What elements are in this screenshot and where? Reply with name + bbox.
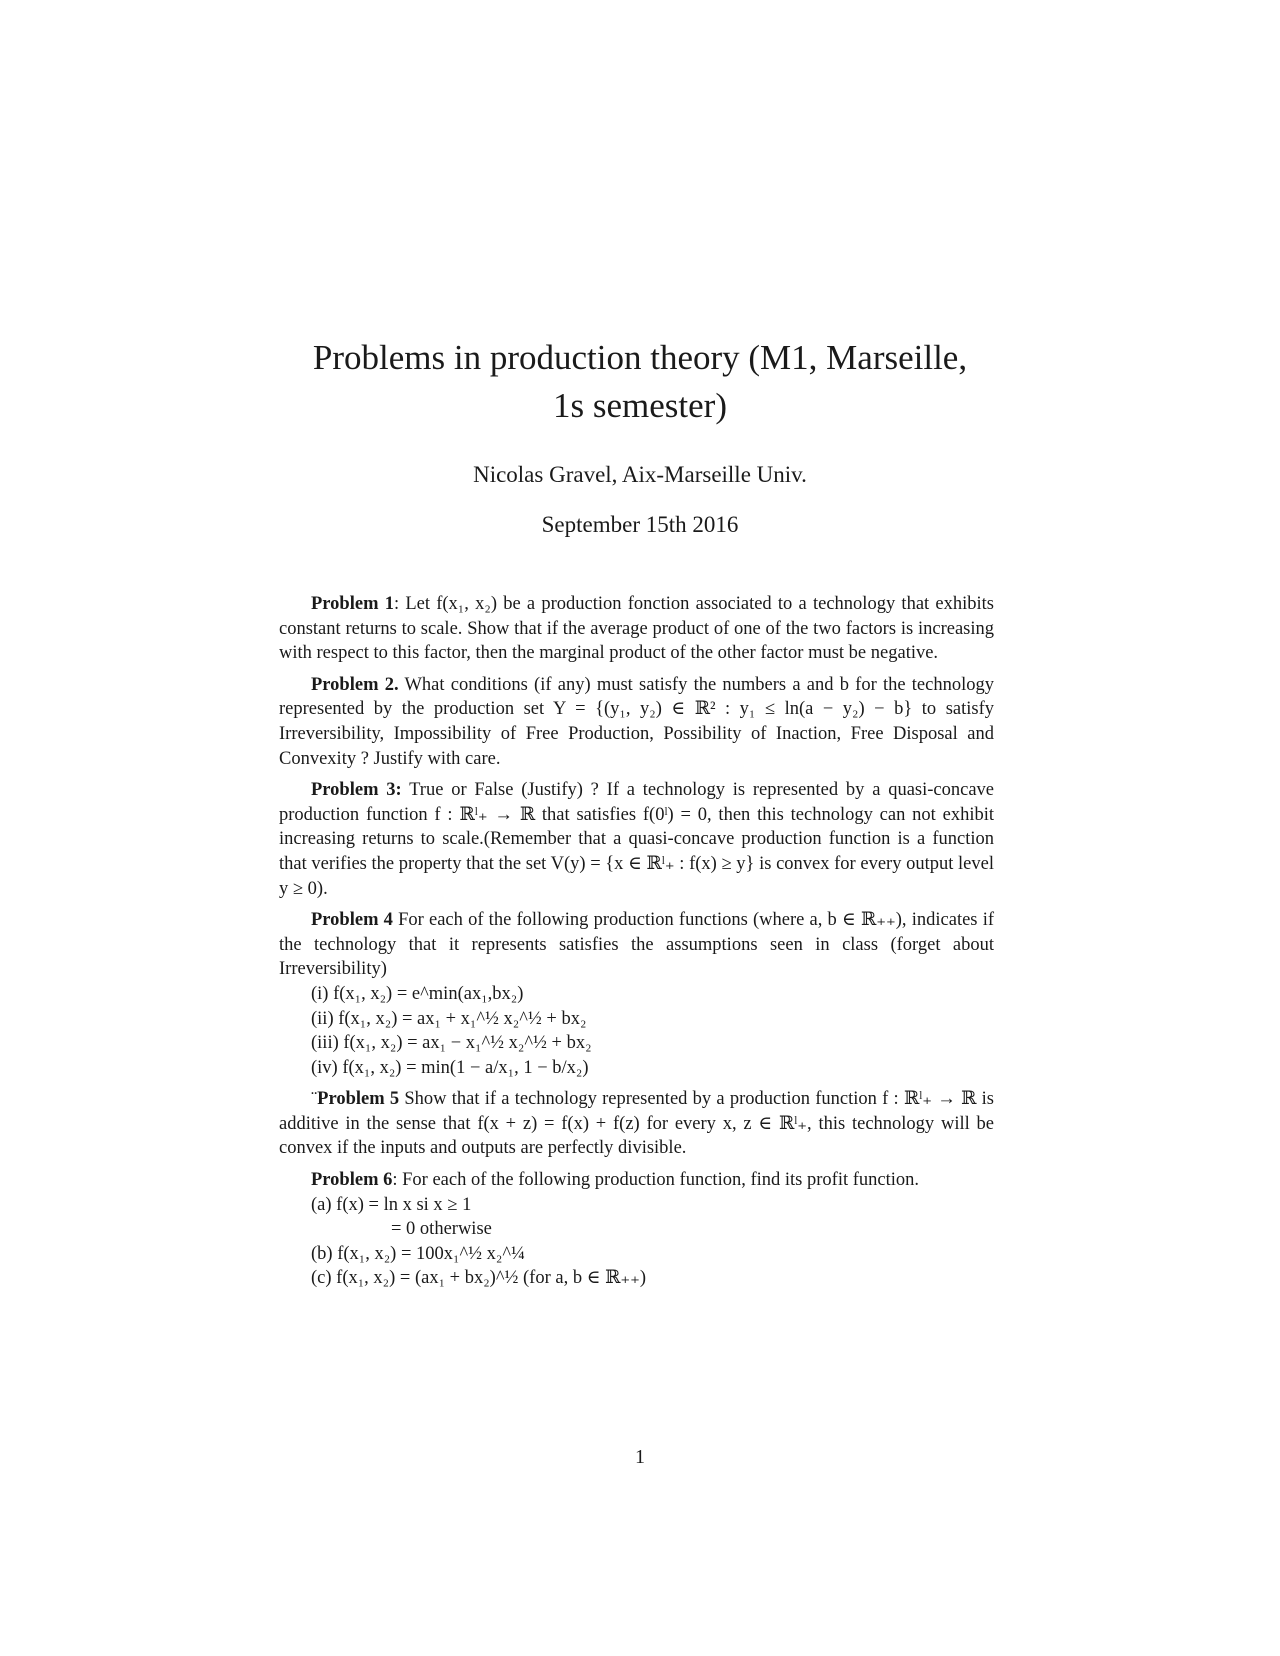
date-line: September 15th 2016 [541, 512, 739, 537]
problem-6-item-a: (a) f(x) = ln x si x ≥ 1 [311, 1194, 472, 1215]
page-number: 1 [635, 1446, 645, 1468]
problem-4-item-iii: (iii) f(x₁, x₂) = ax₁ − x₁^½ x₂^½ + bx₂ [311, 1033, 592, 1054]
problem-2-text: What conditions (if any) must satisfy the numbers a and b for the technology represented by the production set Y = {(y₁, y₂) ∈ ℝ² : y₁ ≤ ln(a − y₂) − b} to satisfy Irreversibility, Impossibility of Free Production, Possibility of Inaction, Free Disposal and Convexity ? Justify with care. [279, 674, 994, 769]
title-line-2: 1s semester) [553, 386, 727, 425]
problem-4-item-iv: (iv) f(x₁, x₂) = min(1 − a/x₁, 1 − b/x₂) [311, 1057, 589, 1078]
problem-5-label: Problem 5 [317, 1089, 400, 1110]
problem-2-label: Problem 2. [311, 674, 399, 695]
problem-4-item-ii: (ii) f(x₁, x₂) = ax₁ + x₁^½ x₂^½ + bx₂ [311, 1008, 587, 1029]
problem-4-items [279, 982, 994, 1080]
title-line-1: Problems in production theory (M1, Marseille, [312, 338, 968, 377]
problems-body [279, 592, 994, 1298]
problem-5-text: Show that if a technology represented by a production function f : ℝˡ₊ → ℝ is additive in the sense that f(x + z) = f(x) + f(z) for every x, z ∈ ℝˡ₊, this technology will be convex if the inputs and outputs are perfectly divisible. [279, 1089, 994, 1159]
problem-3-label: Problem 3: [311, 780, 402, 801]
problem-5-prefix: ¨ [311, 1089, 318, 1110]
problem-6-item-b: (b) f(x₁, x₂) = 100x₁^½ x₂^¼ [311, 1243, 525, 1264]
problem-6 [279, 1168, 994, 1193]
document-title [230, 334, 1050, 430]
problem-4-label: Problem 4 [311, 910, 393, 931]
problem-4-item-i: (i) f(x₁, x₂) = e^min(ax₁,bx₂) [311, 983, 524, 1004]
author-line: Nicolas Gravel, Aix-Marseille Univ. [473, 462, 807, 487]
problem-3 [279, 778, 994, 901]
problem-6-item-c: (c) f(x₁, x₂) = (ax₁ + bx₂)^½ (for a, b ∈ ℝ₊₊) [311, 1268, 647, 1289]
problem-1-label: Problem 1 [311, 594, 394, 614]
problem-2 [279, 673, 994, 771]
problem-4-text: For each of the following production functions (where a, b ∈ ℝ₊₊), indicates if the technology that it represents satisfies the assumptions seen in class (forget about Irreversibility) [279, 910, 994, 980]
problem-6-items [279, 1193, 994, 1291]
problem-3-text: True or False (Justify) ? If a technology is represented by a quasi-concave production function f : ℝˡ₊ → ℝ that satisfies f(0ˡ) = 0, then this technology can not exhibit increasing returns to scale.(Remember that a quasi-concave production function is a function that verifies the property that the set V(y) = {x ∈ ℝˡ₊ : f(x) ≥ y} is convex for every output level y ≥ 0). [279, 780, 995, 899]
problem-1-text: : Let f(x₁, x₂) be a production fonction associated to a technology that exhibits constant returns to scale. Show that if the average product of one of the two factors is increasing with respect to this factor, then the marginal product of the other factor must be negative. [279, 594, 994, 664]
problem-1 [279, 592, 994, 666]
problem-4 [279, 908, 994, 982]
problem-6-text: : For each of the following production function, find its profit function. [392, 1170, 919, 1191]
problem-5 [279, 1087, 994, 1161]
problem-6-label: Problem 6 [311, 1170, 393, 1191]
problem-6-item-a-otherwise: = 0 otherwise [391, 1219, 492, 1240]
